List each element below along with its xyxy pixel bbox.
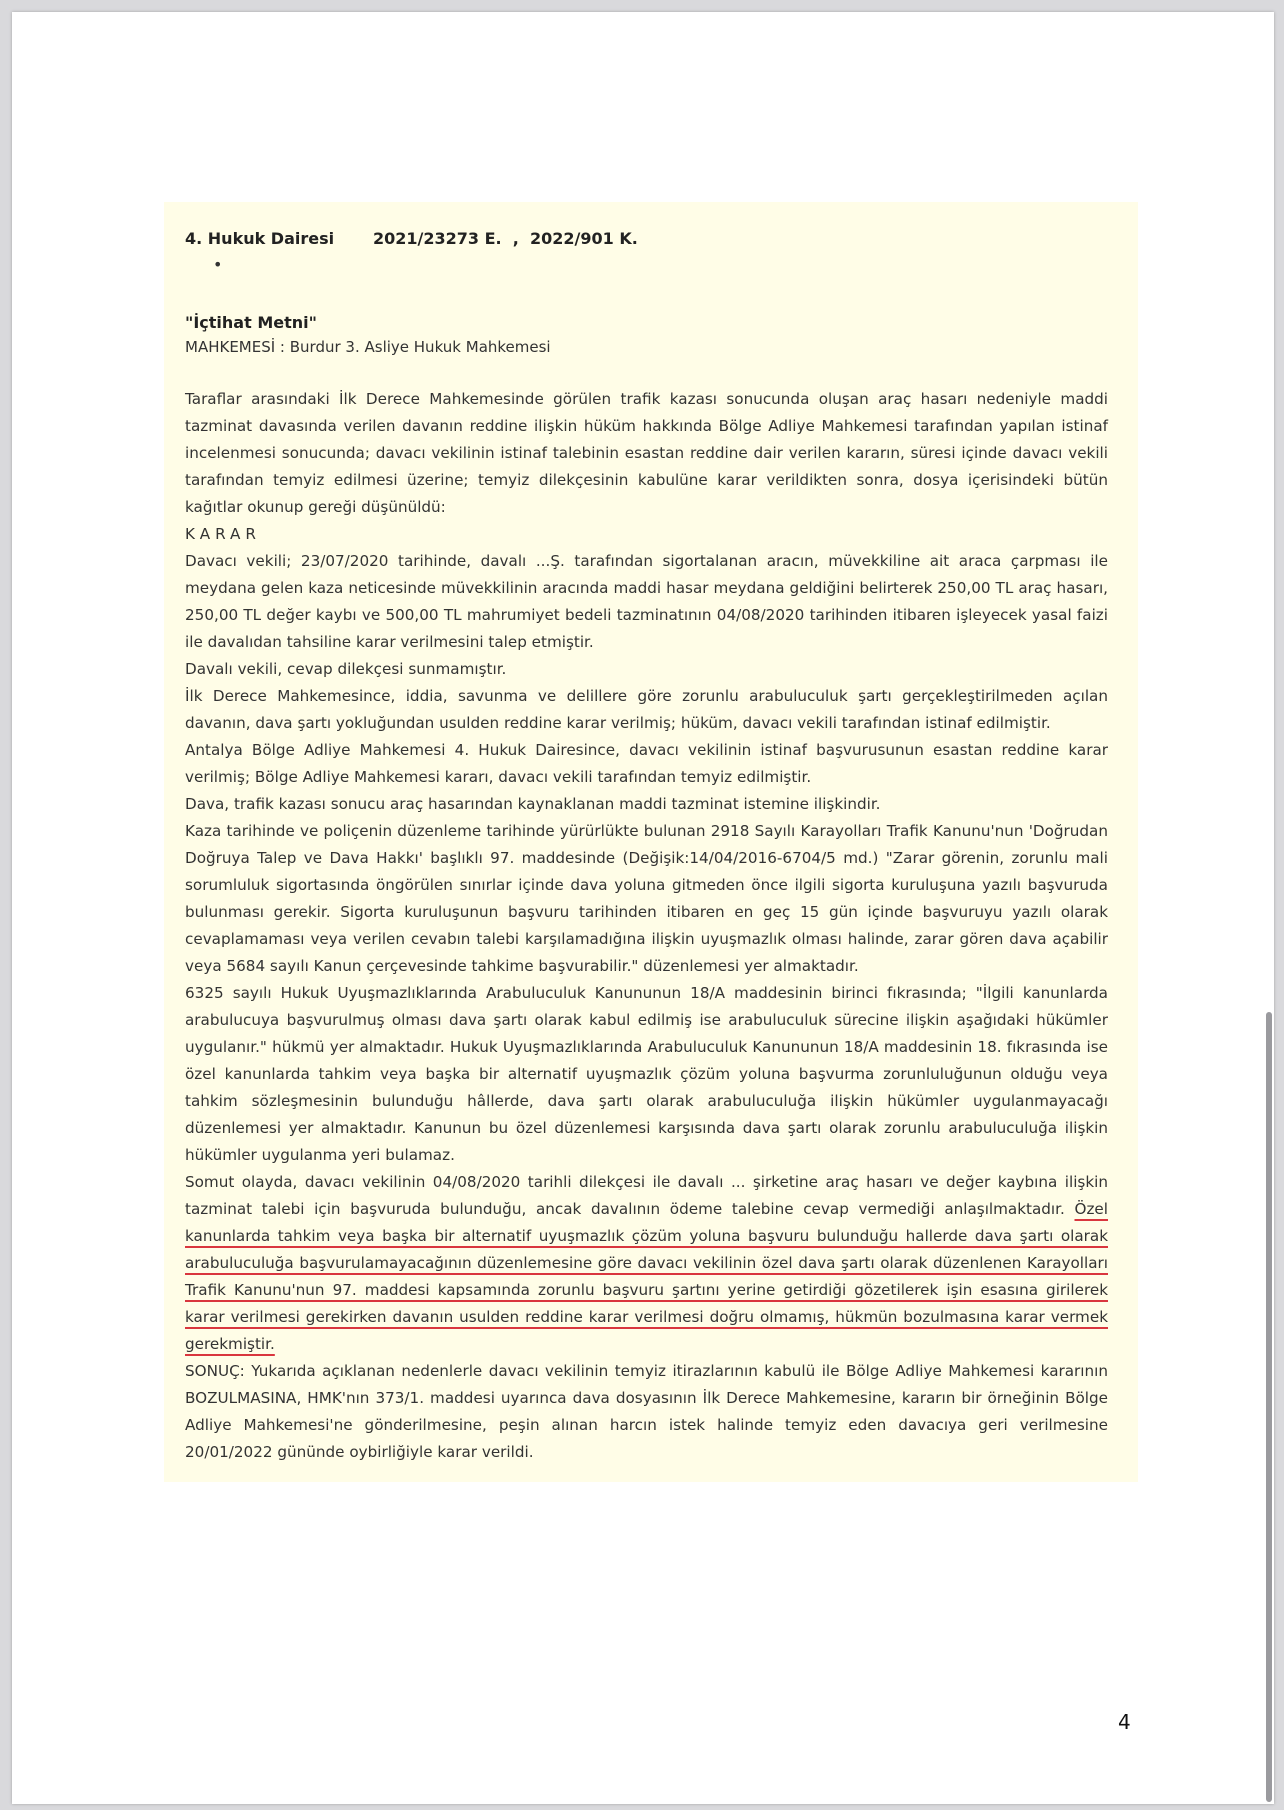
paragraph-law-97: Kaza tarihinde ve poliçenin düzenleme tarihinde yürürlükte bulunan 2918 Sayılı Karayolları Trafik Kanunu'nun 'Doğrudan Doğruya Talep ve Dava Hakkı' başlıklı 97. maddesinde (Değişik:14/04/2016-6704/5 md.) "Zarar görenin, zorunlu mali sorumluluk sigortasında öngörülen sınırlar içinde dava yoluna gitmeden önce ilgili sigorta kuruluşuna yazılı başvuruda bulunması gerekir. Sigorta kuruluşunun başvuru tarihinden itibaren en geç 15 gün içinde başvuruyu yazılı olarak cevaplamaması veya verilen cevabın talebi karşılamadığına ilişkin uyuşmazlık olması halinde, zarar gören dava açabilir veya 5684 sayılı Kanun çerçevesinde tahkime başvurabilir." düzenlemesi yer almaktadır. (185, 822, 1108, 975)
page (12, 12, 1274, 1804)
paragraph-case-nature: Dava, trafik kazası sonucu araç hasarından kaynaklanan maddi tazminat istemine ilişkindir. (185, 795, 881, 813)
paragraph-law-6325: 6325 sayılı Hukuk Uyuşmazlıklarında Arabuluculuk Kanununun 18/A maddesinin birinci fıkrasında; "İlgili kanunlarda arabulucuya başvurulmuş olması dava şartı olarak kabul edilmiş ise arabuluculuk sürecine ilişkin aşağıdaki hükümler uygulanır." hükmü yer almaktadır. Hukuk Uyuşmazlıklarında Arabuluculuk Kanununun 18/A maddesinin 18. fıkrasında ise özel kanunlarda tahkim veya başka bir alternatif uyuşmazlık çözüm yoluna başvurma zorunluluğunun olduğu veya tahkim sözleşmesinin bulunduğu hâllerde, dava şartı olarak arabuluculuğa ilişkin hükümler uygulanmayacağı düzenlemesi yer almaktadır. Kanunun bu özel düzenlemesi karşısında dava şartı olarak zorunlu arabuluculuğa ilişkin hükümler uygulanma yeri bulamaz. (185, 984, 1108, 1164)
court-chamber: 4. Hukuk Dairesi (185, 229, 335, 248)
paragraph-somut (185, 1169, 1108, 1358)
paragraph-defendant: Davalı vekili, cevap dilekçesi sunmamıştır. (185, 660, 507, 678)
document-title: "İçtihat Metni" (185, 313, 317, 332)
karar-heading: KARAR (185, 525, 261, 543)
bullet-point: • (213, 255, 223, 274)
underlined-passage: Özel kanunlarda tahkim veya başka bir alternatif uyuşmazlık çözüm yoluna başvuru bulunduğu hallerde dava şartı olarak arabuluculuğa başvurulamayacağının düzenlemesine göre davacı vekilinin özel dava şartı olarak düzenlenen Karayolları Trafik Kanunu'nun 97. maddesi kapsamında zorunlu başvuru şartını yerine getirdiği gözetilerek işin esasına girilerek karar verilmesi gerekirken davanın usulden reddine karar verilmesi doğru olmamış, hükmün bozulmasına karar vermek gerekmiştir. (185, 1200, 1108, 1353)
paragraph-sonuc: SONUÇ: Yukarıda açıklanan nedenlerle davacı vekilinin temyiz itirazlarının kabulü ile Bölge Adliye Mahkemesi kararının BOZULMASINA, HMK'nın 373/1. maddesi uyarınca dava dosyasının İlk Derece Mahkemesine, kararın bir örneğinin Bölge Adliye Mahkemesi'ne gönderilmesine, peşin alınan harcın istek halinde temyiz eden davacıya geri verilmesine 20/01/2022 gününde oybirliğiyle karar verildi. (185, 1362, 1108, 1461)
paragraph-appeal: Antalya Bölge Adliye Mahkemesi 4. Hukuk Dairesince, davacı vekilinin istinaf başvurusunun esastan reddine karar verilmiş; Bölge Adliye Mahkemesi kararı, davacı vekili tarafından temyiz edilmiştir. (185, 741, 1108, 786)
paragraph-plaintiff-claim: Davacı vekili; 23/07/2020 tarihinde, davalı ...Ş. tarafından sigortalanan aracın, müvekkiline ait araca çarpması ile meydana gelen kaza neticesinde müvekkilinin aracında maddi hasar meydana geldiğini belirterek 250,00 TL araç hasarı, 250,00 TL değer kaybı ve 500,00 TL mahrumiyet bedeli tazminatının 04/08/2020 tarihinden itibaren işleyecek yasal faizi ile davalıdan tahsiline karar verilmesini talep etmiştir. (185, 552, 1108, 651)
page-number: 4 (1118, 1710, 1131, 1734)
court-name-line: MAHKEMESİ : Burdur 3. Asliye Hukuk Mahkemesi (185, 338, 551, 356)
document-body (164, 202, 1138, 1482)
document-header (185, 228, 1108, 250)
scrollbar[interactable] (1266, 1012, 1272, 1802)
somut-intro: Somut olayda, davacı vekilinin 04/08/2020 tarihli dilekçesi ile davalı ... şirketine araç hasarı ve değer kaybına ilişkin tazminat talebi için başvuruda bulunduğu, ancak davalının ödeme talebine cevap vermediği anlaşılmaktadır. (185, 1173, 1108, 1218)
paragraph-intro: Taraflar arasındaki İlk Derece Mahkemesinde görülen trafik kazası sonucunda oluşan araç hasarı nedeniyle maddi tazminat davasında verilen davanın reddine ilişkin hüküm hakkında Bölge Adliye Mahkemesi tarafından yapılan istinaf incelenmesi sonucunda; davacı vekilinin istinaf talebinin esastan reddine dair verilen kararın, süresi içinde davacı vekili tarafından temyiz edilmesi üzerine; temyiz dilekçesinin kabulüne karar verildikten sonra, dosya içerisindeki bütün kağıtlar okunup gereği düşünüldü: (185, 390, 1108, 516)
paragraph-first-instance: İlk Derece Mahkemesince, iddia, savunma ve delillere göre zorunlu arabuluculuk şartı gerçekleştirilmeden açılan davanın, dava şartı yokluğundan usulden reddine karar verilmiş; hüküm, davacı vekili tarafından istinaf edilmiştir. (185, 687, 1108, 732)
decision-text (185, 386, 1108, 1466)
case-numbers: 2021/23273 E. , 2022/901 K. (373, 229, 638, 248)
